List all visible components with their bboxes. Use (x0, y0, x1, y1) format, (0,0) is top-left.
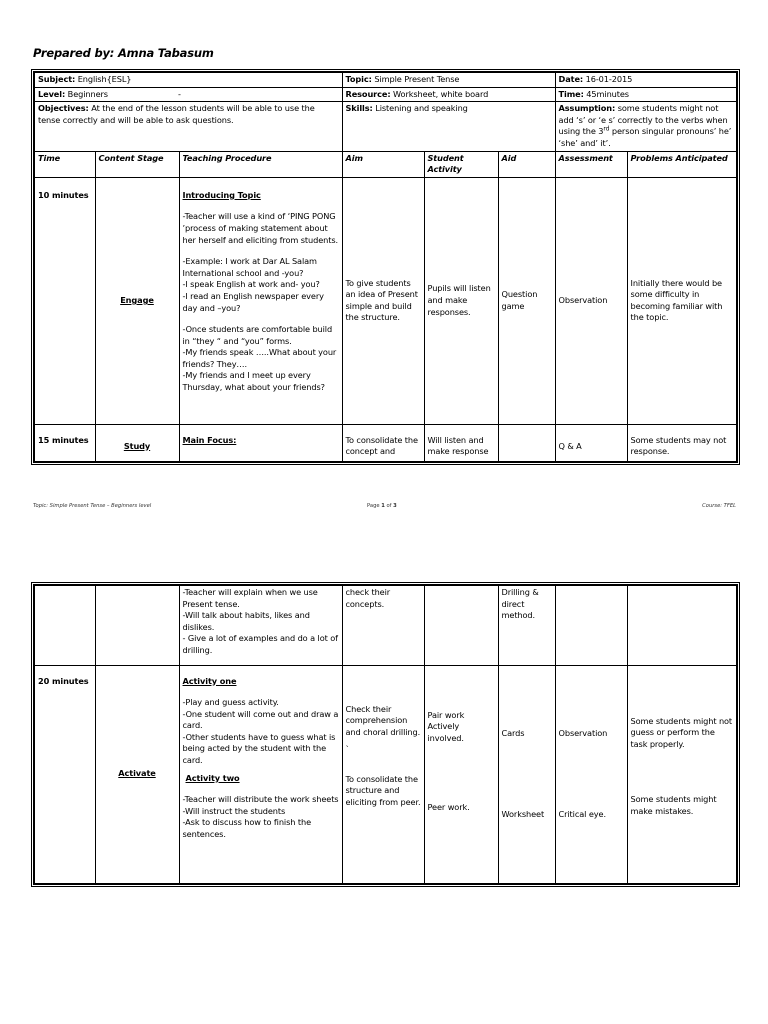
row2c-problems (627, 585, 737, 665)
row3-time: 20 minutes (34, 665, 95, 884)
row1-aid: Question game (498, 177, 555, 424)
row1-procedure: Introducing Topic -Teacher will use a kind of ‘PING PONG ’process of making statement about her herself and eliciting from students. -Example: I work at Dar AL Salam International school and -you? -I speak English at work and- you? -I read an English newspaper every day and –you? -Once students are comfortable build in “they “ and “you” forms. -My friends speak …..What about your friends? They…. -My friends and I meet up every Thursday, what about your friends? (179, 177, 342, 424)
lesson-plan-table-continued (33, 584, 738, 885)
row1-assessment: Observation (555, 177, 627, 424)
column-header-row (34, 151, 737, 177)
header-row-1 (34, 72, 737, 87)
row2-stage: Study (95, 424, 179, 462)
row1-activity: Pupils will listen and make responses. (424, 177, 498, 424)
row3-stage: Activate (95, 665, 179, 884)
lesson-plan-page-2 (33, 584, 736, 885)
row3-aim: Check their comprehension and choral drilling. ` To consolidate the structure and eliciting from peer. (342, 665, 424, 884)
table-row-study (34, 424, 737, 462)
col-teaching-procedure: Teaching Procedure (179, 151, 342, 177)
objectives-cell: Objectives: At the end of the lesson students will be able to use the tense correctly and will be able to ask questions. (34, 102, 342, 151)
col-assessment: Assessment (555, 151, 627, 177)
table-row-study-continued (34, 585, 737, 665)
row1-time: 10 minutes (34, 177, 95, 424)
assumption-cell: Assumption: some students might not add ‘s’ or ‘e s’ correctly to the verbs when using the 3rd person singular pronouns’ he’ ‘she’ and’ it’. (555, 102, 737, 151)
row3-problems: Some students might not guess or perform the task properly. Some students might make mistakes. (627, 665, 737, 884)
row2c-aid: Drilling & direct method. (498, 585, 555, 665)
col-student-activity: Student Activity (424, 151, 498, 177)
row2c-stage (95, 585, 179, 665)
time-cell: Time: 45minutes (555, 87, 737, 102)
topic-cell: Topic: Simple Present Tense (342, 72, 555, 87)
col-aid: Aid (498, 151, 555, 177)
footer-topic: Topic: Simple Present Tense – Beginners level (33, 503, 152, 509)
prepared-by: Prepared by: Amna Tabasum (33, 46, 214, 60)
subject-cell: Subject: English{ESL} (34, 72, 342, 87)
col-problems-anticipated: Problems Anticipated (627, 151, 737, 177)
lesson-plan-page-1 (33, 71, 736, 463)
table-row-activate (34, 665, 737, 884)
row2-procedure: Main Focus: (179, 424, 342, 462)
row1-problems: Initially there would be some difficulty in becoming familiar with the topic. (627, 177, 737, 424)
row1-aim: To give students an idea of Present simple and build the structure. (342, 177, 424, 424)
row3-activity: Pair work Actively involved. Peer work. (424, 665, 498, 884)
row2-activity: Will listen and make response (424, 424, 498, 462)
row2-assessment: Q & A (555, 424, 627, 462)
level-cell: Level: Beginners - (34, 87, 342, 102)
row2c-time (34, 585, 95, 665)
col-time: Time (34, 151, 95, 177)
table-row-engage (34, 177, 737, 424)
lesson-plan-table (33, 71, 738, 463)
date-cell: Date: 16-01-2015 (555, 72, 737, 87)
footer-page-number: Page 1 of 3 (367, 503, 397, 509)
resource-cell: Resource: Worksheet, white board (342, 87, 555, 102)
row2-aid (498, 424, 555, 462)
row2-problems: Some students may not response. (627, 424, 737, 462)
row3-aid: Cards Worksheet (498, 665, 555, 884)
row3-procedure: Activity one -Play and guess activity. -One student will come out and draw a card. -Other students have to guess what is being acted by the student with the card. Activity two -Teacher will distribute the work sheets -Will instruct the students -Ask to discuss how to finish the sentences. (179, 665, 342, 884)
footer-course: Course: TFEL (702, 503, 736, 509)
header-row-3 (34, 102, 737, 151)
row2c-aim: check their concepts. (342, 585, 424, 665)
header-row-2 (34, 87, 737, 102)
row3-assessment: Observation Critical eye. (555, 665, 627, 884)
row2c-assessment (555, 585, 627, 665)
col-content-stage: Content Stage (95, 151, 179, 177)
row1-stage: Engage (95, 177, 179, 424)
row2-time: 15 minutes (34, 424, 95, 462)
row2c-procedure: -Teacher will explain when we use Present tense. -Will talk about habits, likes and dislikes. - Give a lot of examples and do a lot of drilling. (179, 585, 342, 665)
col-aim: Aim (342, 151, 424, 177)
row2c-activity (424, 585, 498, 665)
row2-aim: To consolidate the concept and (342, 424, 424, 462)
skills-cell: Skills: Listening and speaking (342, 102, 555, 151)
